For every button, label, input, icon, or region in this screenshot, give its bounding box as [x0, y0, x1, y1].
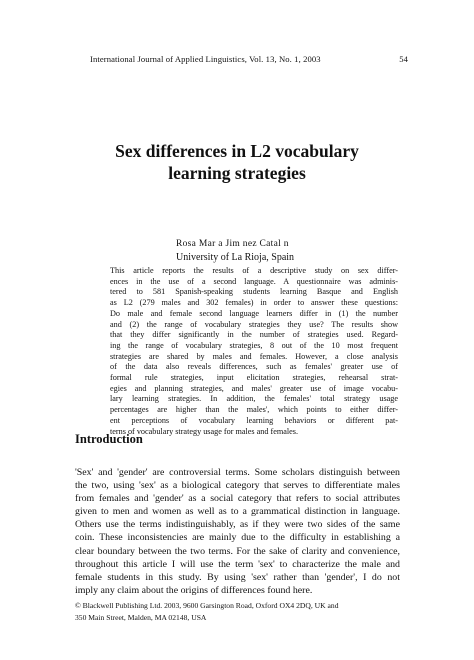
copyright-footer — [75, 600, 405, 624]
abstract-line: formal rule strategies, input elicitation strategies, rehearsal strat- — [110, 373, 398, 383]
body-line: given to men and women as well as to a grammatical distinction in language. — [75, 506, 400, 518]
body-line: 'Sex' and 'gender' are controversial terms. Some scholars distinguish between — [75, 467, 400, 478]
body-paragraph — [75, 466, 400, 597]
abstract-line: ences in the use of a second language. A questionnaire was adminis- — [110, 276, 398, 286]
abstract-line: lary learning strategies. In addition, the females' total strategy usage — [110, 394, 398, 404]
abstract-line: terns of vocabulary strategy usage for males and females. — [110, 426, 299, 436]
journal-citation: International Journal of Applied Linguistics, Vol. 13, No. 1, 2003 — [90, 54, 321, 64]
page-number: 54 — [399, 54, 408, 64]
section-heading: Introduction — [75, 432, 143, 446]
body-line: throughout this article I will use the term 'sex' to characterize the male and — [75, 558, 400, 570]
body-line: imply any claim about the origins of differences found here. — [75, 584, 313, 596]
body-line: female students in this study. By using 'sex' rather than 'gender', I do not — [75, 571, 400, 583]
body-line: from females and 'gender' as a social category that refers to social attributes — [75, 493, 400, 505]
abstract-line: that they differ significantly in the number of strategies used. Regard- — [110, 330, 398, 340]
title-line: Sex differences in L2 vocabulary — [115, 141, 359, 161]
body-line: clear boundary between the two terms. For the sake of clarity and convenience, — [75, 545, 400, 557]
footer-line: © Blackwell Publishing Ltd. 2003, 9600 Garsington Road, Oxford OX4 2DQ, UK and — [75, 601, 339, 610]
abstract-line: Do male and female second language learners differ in (1) the number — [110, 308, 398, 318]
article-title — [60, 140, 414, 184]
running-head — [90, 54, 406, 64]
body-line: the two, using 'sex' as a biological category that serves to differentiate males — [75, 480, 400, 492]
abstract-line: tered to 581 Spanish-speaking students learning Basque and English — [110, 287, 398, 297]
abstract-line: ing the range of vocabulary strategies, 8 out of the 10 most frequent — [110, 340, 398, 350]
body-line: Others use the terms indistinguishably, as if they were two sides of the same — [75, 519, 400, 531]
abstract-line: strategies are shared by males and females. However, a close analysis — [110, 351, 398, 361]
abstract-line: egies and planning strategies, and males' greater use of image vocabu- — [110, 383, 398, 393]
abstract-line: as L2 (279 males and 302 females) in order to answer these questions: — [110, 298, 398, 308]
abstract-line: ent perceptions of vocabulary learning behaviors or different pat- — [110, 415, 398, 425]
body-line: coin. These inconsistencies are mainly due to the difficulty in establishing a — [75, 532, 400, 544]
abstract — [110, 266, 398, 437]
footer-line: 350 Main Street, Malden, MA 02148, USA — [75, 613, 207, 622]
abstract-line: percentages are higher than the males', which points to either differ- — [110, 405, 398, 415]
title-line: learning strategies — [168, 163, 306, 183]
abstract-line: and (2) the range of vocabulary strategies they use? The results show — [110, 319, 398, 329]
author-name: Rosa Mar a Jim nez Catal n — [176, 239, 289, 249]
author-affiliation: University of La Rioja, Spain — [176, 252, 295, 263]
abstract-line: This article reports the results of a descriptive study on sex differ- — [110, 266, 398, 275]
abstract-line: of the data also reveals differences, such as females' greater use of — [110, 362, 398, 372]
